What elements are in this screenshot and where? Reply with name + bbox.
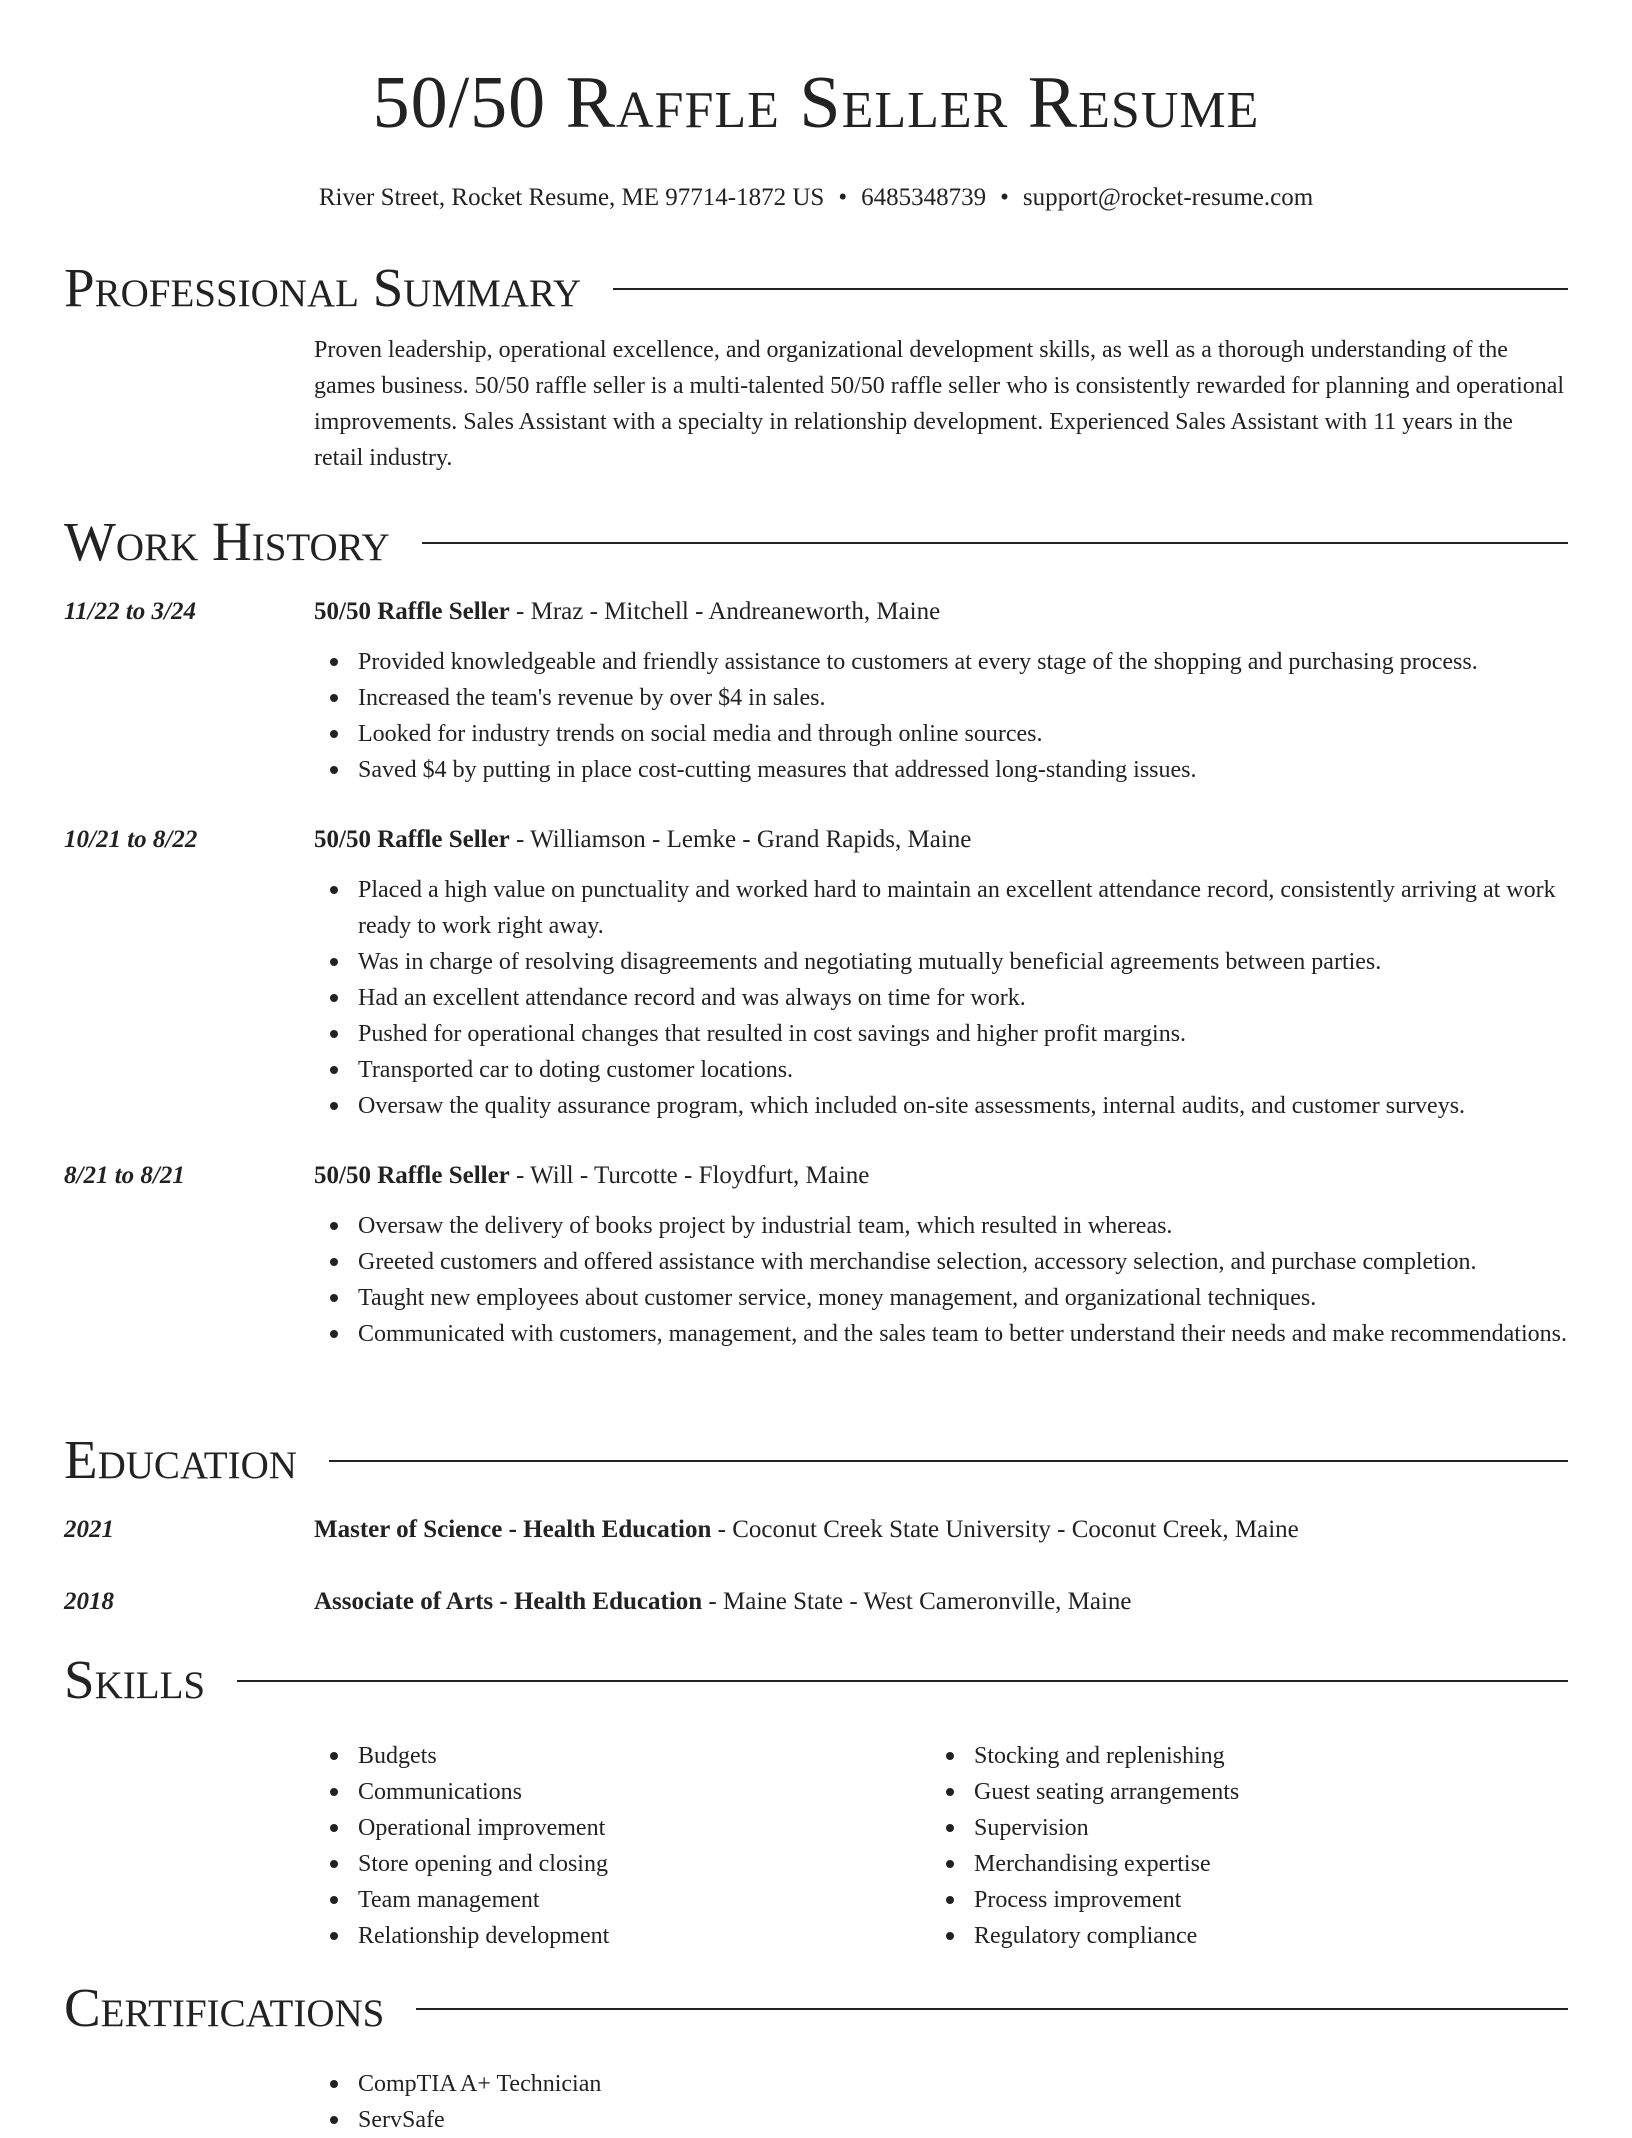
education-year: 2018 [64,1588,114,1615]
section-rule [613,288,1568,290]
section-title-certifications: Certifications [64,1977,385,2038]
list-item: Oversaw the delivery of books project by industrial team, which resulted in whereas. [314,1208,1568,1244]
resume-title: 50/50 Raffle Seller Resume [372,62,1260,144]
contact-separator: • [838,184,848,211]
skills-columns [314,1738,1568,1954]
job-dates: 8/21 to 8/21 [64,1162,185,1189]
job-dates: 11/22 to 3/24 [64,598,196,625]
job-title-line [314,594,1568,630]
education-section [64,1430,1568,1620]
list-item: Process improvement [930,1882,1546,1918]
list-item: Merchandising expertise [930,1846,1546,1882]
certifications-list [314,2066,1568,2138]
skills-list-left [314,1738,930,1954]
job-entry [64,1158,1568,1352]
skills-section [64,1650,1568,1954]
section-rule [422,542,1568,544]
job-title-line [314,1158,1568,1194]
list-item: Budgets [314,1738,930,1774]
summary-section [64,258,1568,476]
education-entry [64,1512,1568,1548]
list-item: Supervision [930,1810,1546,1846]
section-header [64,1650,1568,1710]
list-item: Pushed for operational changes that resulted in cost savings and higher profit margins. [314,1016,1568,1052]
section-header [64,1978,1568,2038]
list-item: Provided knowledgeable and friendly assistance to customers at every stage of the shopping and purchasing process. [314,644,1568,680]
list-item: Team management [314,1882,930,1918]
education-year: 2021 [64,1516,114,1543]
section-title-education: Education [64,1429,297,1490]
list-item: Guest seating arrangements [930,1774,1546,1810]
list-item: Taught new employees about customer service, money management, and organizational techniques. [314,1280,1568,1316]
education-line [314,1512,1568,1548]
list-item: Stocking and replenishing [930,1738,1546,1774]
contact-phone: 6485348739 [861,184,987,211]
contact-email: support@rocket-resume.com [1022,184,1314,211]
list-item: Oversaw the quality assurance program, which included on-site assessments, internal audits, and customer surveys. [314,1088,1568,1124]
list-item: Increased the team's revenue by over $4 in sales. [314,680,1568,716]
work-history-section [64,512,1568,1352]
job-entry [64,822,1568,1124]
job-bullets [314,644,1568,788]
list-item: Greeted customers and offered assistance with merchandise selection, accessory selection, and purchase completion. [314,1244,1568,1280]
job-bullets [314,872,1568,1124]
list-item: Relationship development [314,1918,930,1954]
list-item: Transported car to doting customer locations. [314,1052,1568,1088]
list-item: Communicated with customers, management, and the sales team to better understand their needs and make recommendations. [314,1316,1568,1352]
list-item: Regulatory compliance [930,1918,1546,1954]
job-dates: 10/21 to 8/22 [64,826,198,853]
section-rule [237,1680,1568,1682]
contact-separator: • [1000,184,1009,211]
list-item: Communications [314,1774,930,1810]
job-employer: - Williamson - Lemke - Grand Rapids, Maine [509,826,972,853]
job-role: 50/50 Raffle Seller [314,1162,510,1189]
section-header [64,258,1568,318]
section-header [64,1430,1568,1490]
education-degree: Master of Science - Health Education [314,1516,712,1543]
certifications-section [64,1978,1568,2138]
section-title-work-history: Work History [64,511,390,572]
education-entry [64,1584,1568,1620]
job-employer: - Will - Turcotte - Floydfurt, Maine [509,1162,870,1189]
job-employer: - Mraz - Mitchell - Andreaneworth, Maine [509,598,941,625]
job-role: 50/50 Raffle Seller [314,598,510,625]
list-item: Had an excellent attendance record and was always on time for work. [314,980,1568,1016]
job-bullets [314,1208,1568,1352]
list-item: Was in charge of resolving disagreements and negotiating mutually beneficial agreements between parties. [314,944,1568,980]
education-line [314,1584,1568,1620]
list-item: Store opening and closing [314,1846,930,1882]
education-school: - Coconut Creek State University - Coconut Creek, Maine [711,1516,1299,1543]
section-title-skills: Skills [64,1649,206,1710]
education-school: - Maine State - West Cameronville, Maine [702,1588,1132,1615]
job-entry [64,594,1568,788]
list-item: CompTIA A+ Technician [314,2066,1568,2102]
contact-line [64,182,1568,214]
list-item: Looked for industry trends on social media and through online sources. [314,716,1568,752]
job-title-line [314,822,1568,858]
summary-text: Proven leadership, operational excellence, and organizational development skills, as well as a thorough understanding of the games business. 50/50 raffle seller is a multi-talented 50/50 raffle seller who is consistently rewarded for planning and operational improvements. Sales Assistant with a specialty in relationship development. Experienced Sales Assistant with 11 years in the retail industry. [314,337,1565,471]
list-item: ServSafe [314,2102,1568,2138]
education-degree: Associate of Arts - Health Education [314,1588,703,1615]
contact-address: River Street, Rocket Resume, ME 97714-1872 US [318,184,825,211]
section-rule [329,1460,1568,1462]
section-rule [416,2008,1568,2010]
list-item: Saved $4 by putting in place cost-cutting measures that addressed long-standing issues. [314,752,1568,788]
list-item: Placed a high value on punctuality and worked hard to maintain an excellent attendance record, consistently arriving at work ready to work right away. [314,872,1568,944]
section-title-summary: Professional Summary [64,257,582,318]
job-role: 50/50 Raffle Seller [314,826,510,853]
list-item: Operational improvement [314,1810,930,1846]
skills-list-right [930,1738,1546,1954]
section-header [64,512,1568,572]
